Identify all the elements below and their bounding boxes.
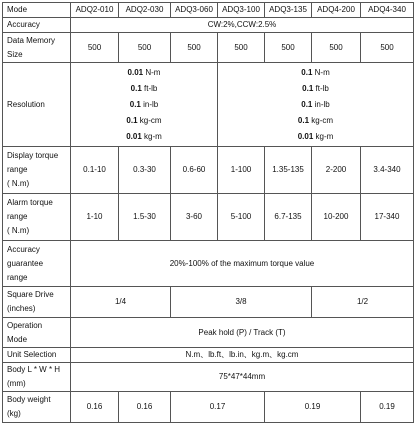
display-range-value: 1.35-135	[265, 147, 312, 194]
display-range-row	[3, 147, 414, 194]
body-size-row	[3, 363, 414, 392]
header-row	[3, 3, 414, 18]
data-memory-value: 500	[171, 33, 218, 63]
model-header: ADQ2-030	[119, 3, 171, 18]
model-header: ADQ3-135	[265, 3, 312, 18]
body-weight-value: 0.16	[71, 392, 119, 423]
unit-selection-label: Unit Selection	[3, 348, 71, 363]
square-drive-row	[3, 287, 414, 318]
square-drive-label: Square Drive (inches)	[3, 287, 71, 318]
square-drive-value: 1/2	[312, 287, 414, 318]
display-range-value: 0.1-10	[71, 147, 119, 194]
alarm-range-value: 3-60	[171, 194, 218, 241]
data-memory-value: 500	[361, 33, 414, 63]
display-range-value: 3.4-340	[361, 147, 414, 194]
display-range-label: Display torque range ( N.m)	[3, 147, 71, 194]
display-range-value: 2-200	[312, 147, 361, 194]
display-range-value: 0.3-30	[119, 147, 171, 194]
resolution-left: 0.01 N-m 0.1 ft-lb 0.1 in-lb 0.1 kg-cm 0.01 kg-m	[71, 63, 218, 147]
body-weight-value: 0.17	[171, 392, 265, 423]
accuracy-range-row	[3, 241, 414, 287]
alarm-range-value: 5-100	[218, 194, 265, 241]
model-header: ADQ3-100	[218, 3, 265, 18]
operation-mode-label: Operation Mode	[3, 318, 71, 348]
data-memory-row	[3, 33, 414, 63]
alarm-range-value: 1.5-30	[119, 194, 171, 241]
data-memory-value: 500	[218, 33, 265, 63]
resolution-right: 0.1 N-m 0.1 ft-lb 0.1 in-lb 0.1 kg-cm 0.01 kg-m	[218, 63, 414, 147]
unit-selection-row	[3, 348, 414, 363]
alarm-range-value: 6.7-135	[265, 194, 312, 241]
alarm-range-value: 1-10	[71, 194, 119, 241]
alarm-range-label: Alarm torque range ( N.m)	[3, 194, 71, 241]
alarm-range-value: 10-200	[312, 194, 361, 241]
display-range-value: 0.6-60	[171, 147, 218, 194]
alarm-range-row	[3, 194, 414, 241]
accuracy-row	[3, 18, 414, 33]
model-header: ADQ4-340	[361, 3, 414, 18]
mode-label: Mode	[3, 3, 71, 18]
model-header: ADQ3-060	[171, 3, 218, 18]
display-range-value: 1-100	[218, 147, 265, 194]
alarm-range-value: 17-340	[361, 194, 414, 241]
body-weight-row	[3, 392, 414, 423]
model-header: ADQ2-010	[71, 3, 119, 18]
body-weight-label: Body weight (kg)	[3, 392, 71, 423]
body-weight-value: 0.19	[361, 392, 414, 423]
accuracy-range-label: Accuracy guarantee range	[3, 241, 71, 287]
data-memory-value: 500	[312, 33, 361, 63]
data-memory-value: 500	[71, 33, 119, 63]
accuracy-label: Accuracy	[3, 18, 71, 33]
spec-table	[2, 2, 414, 423]
body-size-label: Body L * W * H (mm)	[3, 363, 71, 392]
accuracy-range-value: 20%-100% of the maximum torque value	[71, 241, 414, 287]
accuracy-value: CW:2%,CCW:2.5%	[71, 18, 414, 33]
operation-mode-value: Peak hold (P) / Track (T)	[71, 318, 414, 348]
body-weight-value: 0.19	[265, 392, 361, 423]
data-memory-value: 500	[265, 33, 312, 63]
data-memory-value: 500	[119, 33, 171, 63]
square-drive-value: 1/4	[71, 287, 171, 318]
body-size-value: 75*47*44mm	[71, 363, 414, 392]
model-header: ADQ4-200	[312, 3, 361, 18]
body-weight-value: 0.16	[119, 392, 171, 423]
unit-selection-value: N.m、lb.ft、lb.in、kg.m、kg.cm	[71, 348, 414, 363]
resolution-label: Resolution	[3, 63, 71, 147]
resolution-row	[3, 63, 414, 147]
operation-mode-row	[3, 318, 414, 348]
square-drive-value: 3/8	[171, 287, 312, 318]
data-memory-label: Data Memory Size	[3, 33, 71, 63]
